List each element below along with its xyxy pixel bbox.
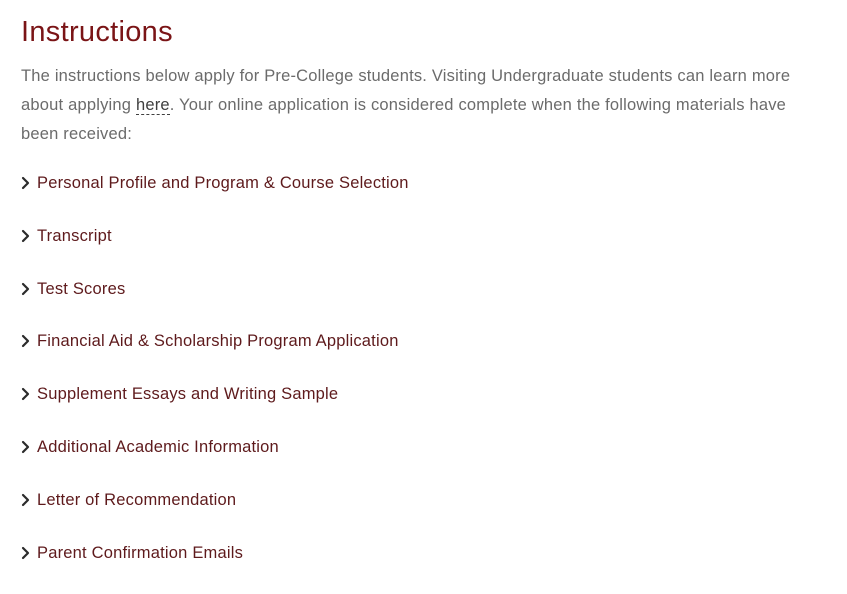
materials-item-label: Financial Aid & Scholarship Program Application: [37, 332, 399, 351]
materials-item-personal-profile[interactable]: [21, 172, 821, 225]
instructions-section: [21, 0, 821, 594]
intro-text-before-link: The instructions below apply for Pre-College students. Visiting Undergraduate students can learn more about applying: [21, 67, 791, 114]
materials-item-supplement-essays[interactable]: [21, 383, 821, 436]
page-title: Instructions: [21, 16, 173, 48]
materials-item-label: Parent Confirmation Emails: [37, 543, 244, 562]
materials-item-label: Test Scores: [37, 279, 126, 298]
here-link[interactable]: here: [135, 96, 170, 114]
materials-item-label: Transcript: [37, 226, 112, 245]
chevron-right-icon: [21, 279, 37, 299]
materials-item-label: Personal Profile and Program & Course Selection: [37, 174, 409, 192]
materials-item-additional-academic[interactable]: [21, 436, 821, 489]
chevron-right-icon: [21, 331, 37, 351]
chevron-right-icon: [21, 384, 37, 404]
chevron-right-icon: [21, 490, 37, 510]
intro-paragraph: [21, 62, 821, 149]
materials-item-label: Letter of Recommendation: [37, 490, 237, 509]
chevron-right-icon: [21, 173, 37, 193]
materials-item-letter-of-recommendation[interactable]: [21, 489, 821, 542]
materials-item-test-scores[interactable]: [21, 278, 821, 331]
chevron-right-icon: [21, 437, 37, 457]
materials-item-transcript[interactable]: [21, 225, 821, 278]
materials-item-label: Supplement Essays and Writing Sample: [37, 385, 339, 404]
intro-text-after-link: . Your online application is considered complete when the following materials have been received:: [21, 96, 787, 143]
materials-item-parent-confirmation[interactable]: [21, 542, 821, 594]
materials-list: [21, 172, 821, 594]
materials-item-financial-aid[interactable]: [21, 330, 821, 383]
chevron-right-icon: [21, 543, 37, 563]
materials-item-label: Additional Academic Information: [37, 437, 279, 456]
chevron-right-icon: [21, 226, 37, 246]
